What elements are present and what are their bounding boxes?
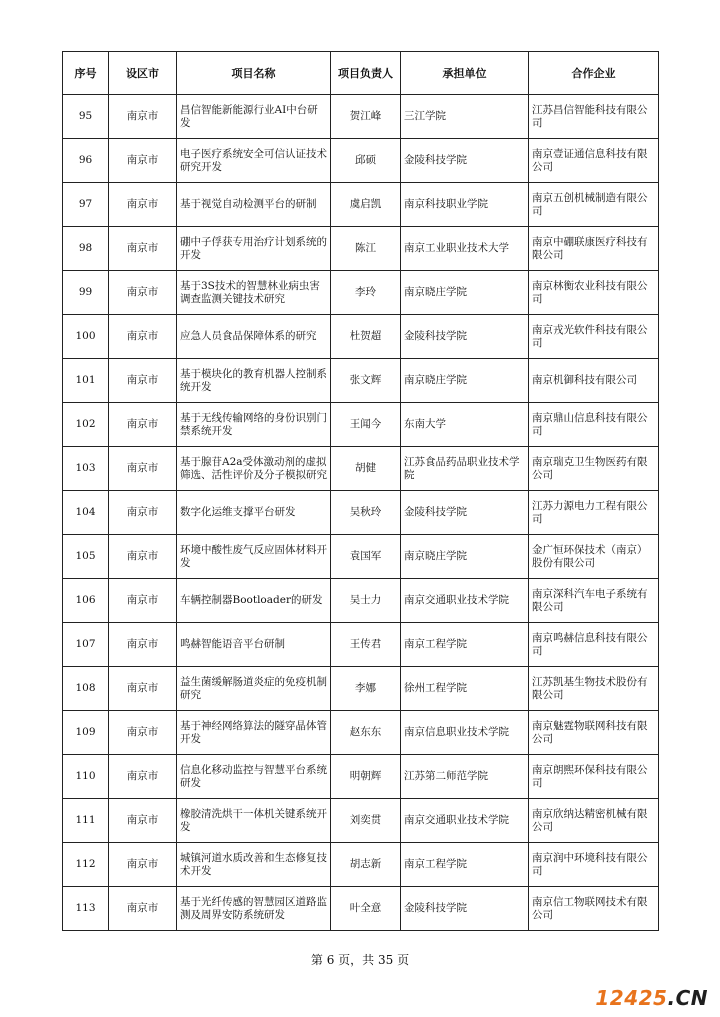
cell-institution: 南京晓庄学院	[401, 359, 529, 403]
table-header-row	[63, 52, 659, 95]
cell-project-lead: 叶全意	[331, 887, 401, 931]
table-row	[63, 887, 659, 931]
table-row	[63, 711, 659, 755]
cell-institution: 南京晓庄学院	[401, 535, 529, 579]
cell-project-lead: 袁国军	[331, 535, 401, 579]
cell-index: 96	[63, 139, 109, 183]
cell-project-name: 基于光纤传感的智慧园区道路监测及周界安防系统研发	[177, 887, 331, 931]
cell-index: 113	[63, 887, 109, 931]
cell-city: 南京市	[109, 447, 177, 491]
cell-partner-company: 南京瑞克卫生物医药有限公司	[529, 447, 659, 491]
table-row	[63, 579, 659, 623]
header-project-lead: 项目负责人	[331, 52, 401, 95]
cell-city: 南京市	[109, 623, 177, 667]
header-partner-company: 合作企业	[529, 52, 659, 95]
table-row	[63, 271, 659, 315]
cell-project-name: 城镇河道水质改善和生态修复技术开发	[177, 843, 331, 887]
cell-project-lead: 李玲	[331, 271, 401, 315]
cell-project-name: 基于神经网络算法的隧穿晶体管开发	[177, 711, 331, 755]
cell-institution: 江苏食品药品职业技术学院	[401, 447, 529, 491]
cell-city: 南京市	[109, 95, 177, 139]
cell-index: 112	[63, 843, 109, 887]
cell-index: 108	[63, 667, 109, 711]
cell-city: 南京市	[109, 315, 177, 359]
cell-partner-company: 南京鸣赫信息科技有限公司	[529, 623, 659, 667]
cell-city: 南京市	[109, 183, 177, 227]
cell-city: 南京市	[109, 667, 177, 711]
cell-project-lead: 明朝辉	[331, 755, 401, 799]
cell-project-lead: 杜贺超	[331, 315, 401, 359]
site-watermark	[595, 986, 708, 1010]
cell-project-lead: 吴士力	[331, 579, 401, 623]
cell-index: 109	[63, 711, 109, 755]
cell-project-lead: 贺江峰	[331, 95, 401, 139]
table-row	[63, 667, 659, 711]
cell-project-lead: 虞启凯	[331, 183, 401, 227]
header-institution: 承担单位	[401, 52, 529, 95]
cell-city: 南京市	[109, 711, 177, 755]
cell-institution: 南京交通职业技术学院	[401, 579, 529, 623]
cell-city: 南京市	[109, 359, 177, 403]
cell-project-name: 昌信智能新能源行业AI中台研发	[177, 95, 331, 139]
cell-institution: 徐州工程学院	[401, 667, 529, 711]
table-row	[63, 227, 659, 271]
cell-project-lead: 胡志新	[331, 843, 401, 887]
cell-project-name: 鸣赫智能语音平台研制	[177, 623, 331, 667]
cell-index: 106	[63, 579, 109, 623]
cell-city: 南京市	[109, 227, 177, 271]
table-row	[63, 403, 659, 447]
cell-institution: 南京晓庄学院	[401, 271, 529, 315]
header-index: 序号	[63, 52, 109, 95]
table-row	[63, 315, 659, 359]
cell-partner-company: 江苏力源电力工程有限公司	[529, 491, 659, 535]
cell-project-name: 环境中酸性废气反应固体材料开发	[177, 535, 331, 579]
cell-index: 102	[63, 403, 109, 447]
table-row	[63, 799, 659, 843]
cell-institution: 南京交通职业技术学院	[401, 799, 529, 843]
cell-city: 南京市	[109, 139, 177, 183]
header-city: 设区市	[109, 52, 177, 95]
cell-project-name: 基于无线传输网络的身份识别门禁系统开发	[177, 403, 331, 447]
header-project-name: 项目名称	[177, 52, 331, 95]
table-row	[63, 755, 659, 799]
cell-project-name: 基于3S技术的智慧林业病虫害调查监测关键技术研究	[177, 271, 331, 315]
cell-project-lead: 赵东东	[331, 711, 401, 755]
cell-city: 南京市	[109, 271, 177, 315]
cell-partner-company: 南京朗熙环保科技有限公司	[529, 755, 659, 799]
cell-project-lead: 吴秋玲	[331, 491, 401, 535]
cell-project-lead: 刘奕贯	[331, 799, 401, 843]
cell-city: 南京市	[109, 755, 177, 799]
cell-project-name: 益生菌缓解肠道炎症的免疫机制研究	[177, 667, 331, 711]
cell-index: 97	[63, 183, 109, 227]
cell-index: 107	[63, 623, 109, 667]
cell-partner-company: 南京五创机械制造有限公司	[529, 183, 659, 227]
cell-index: 98	[63, 227, 109, 271]
cell-index: 103	[63, 447, 109, 491]
cell-index: 99	[63, 271, 109, 315]
cell-partner-company: 南京中硼联康医疗科技有限公司	[529, 227, 659, 271]
cell-partner-company: 南京魅霆物联网科技有限公司	[529, 711, 659, 755]
cell-project-name: 基于模块化的教育机器人控制系统开发	[177, 359, 331, 403]
cell-partner-company: 南京戎光软件科技有限公司	[529, 315, 659, 359]
cell-project-lead: 胡健	[331, 447, 401, 491]
cell-partner-company: 江苏昌信智能科技有限公司	[529, 95, 659, 139]
watermark-number: 12425	[595, 986, 668, 1010]
cell-institution: 金陵科技学院	[401, 315, 529, 359]
cell-partner-company: 南京润中环境科技有限公司	[529, 843, 659, 887]
page-number: 第 6 页，共 35 页	[310, 953, 410, 967]
cell-project-lead: 陈江	[331, 227, 401, 271]
cell-partner-company: 南京壹证通信息科技有限公司	[529, 139, 659, 183]
cell-project-lead: 邱硕	[331, 139, 401, 183]
cell-index: 101	[63, 359, 109, 403]
cell-index: 111	[63, 799, 109, 843]
cell-project-lead: 王传君	[331, 623, 401, 667]
cell-partner-company: 南京信工物联网技术有限公司	[529, 887, 659, 931]
cell-institution: 江苏第二师范学院	[401, 755, 529, 799]
watermark-domain: .CN	[667, 986, 708, 1010]
table-row	[63, 843, 659, 887]
cell-institution: 金陵科技学院	[401, 139, 529, 183]
cell-project-name: 基于视觉自动检测平台的研制	[177, 183, 331, 227]
cell-city: 南京市	[109, 887, 177, 931]
cell-partner-company: 南京深科汽车电子系统有限公司	[529, 579, 659, 623]
cell-index: 110	[63, 755, 109, 799]
cell-institution: 三江学院	[401, 95, 529, 139]
cell-project-name: 橡胶清洗烘干一体机关键系统开发	[177, 799, 331, 843]
cell-project-name: 应急人员食品保障体系的研究	[177, 315, 331, 359]
table-row	[63, 491, 659, 535]
cell-index: 105	[63, 535, 109, 579]
cell-city: 南京市	[109, 535, 177, 579]
table-row	[63, 623, 659, 667]
cell-partner-company: 南京林衡农业科技有限公司	[529, 271, 659, 315]
project-table	[62, 51, 659, 931]
cell-city: 南京市	[109, 491, 177, 535]
cell-city: 南京市	[109, 403, 177, 447]
table-row	[63, 535, 659, 579]
table-body	[63, 95, 659, 931]
cell-project-name: 数字化运维支撑平台研发	[177, 491, 331, 535]
cell-city: 南京市	[109, 579, 177, 623]
cell-institution: 金陵科技学院	[401, 887, 529, 931]
cell-partner-company: 南京鼎山信息科技有限公司	[529, 403, 659, 447]
cell-institution: 南京信息职业技术学院	[401, 711, 529, 755]
table-row	[63, 183, 659, 227]
cell-city: 南京市	[109, 843, 177, 887]
cell-index: 95	[63, 95, 109, 139]
cell-index: 104	[63, 491, 109, 535]
cell-project-lead: 张文辉	[331, 359, 401, 403]
cell-partner-company: 南京机御科技有限公司	[529, 359, 659, 403]
cell-partner-company: 江苏凯基生物技术股份有限公司	[529, 667, 659, 711]
table-row	[63, 95, 659, 139]
cell-project-name: 信息化移动监控与智慧平台系统研发	[177, 755, 331, 799]
cell-institution: 南京工程学院	[401, 623, 529, 667]
cell-project-lead: 王闻今	[331, 403, 401, 447]
table-row	[63, 139, 659, 183]
cell-partner-company: 金广恒环保技术（南京）股份有限公司	[529, 535, 659, 579]
cell-institution: 金陵科技学院	[401, 491, 529, 535]
table-row	[63, 447, 659, 491]
cell-city: 南京市	[109, 799, 177, 843]
cell-index: 100	[63, 315, 109, 359]
cell-institution: 南京工程学院	[401, 843, 529, 887]
cell-partner-company: 南京欣纳达精密机械有限公司	[529, 799, 659, 843]
cell-institution: 南京工业职业技术大学	[401, 227, 529, 271]
cell-project-name: 电子医疗系统安全可信认证技术研究开发	[177, 139, 331, 183]
cell-project-lead: 李娜	[331, 667, 401, 711]
cell-project-name: 车辆控制器Bootloader的研发	[177, 579, 331, 623]
cell-institution: 东南大学	[401, 403, 529, 447]
cell-institution: 南京科技职业学院	[401, 183, 529, 227]
table-row	[63, 359, 659, 403]
cell-project-name: 硼中子俘获专用治疗计划系统的开发	[177, 227, 331, 271]
cell-project-name: 基于腺苷A2a受体激动剂的虚拟筛选、活性评价及分子模拟研究	[177, 447, 331, 491]
